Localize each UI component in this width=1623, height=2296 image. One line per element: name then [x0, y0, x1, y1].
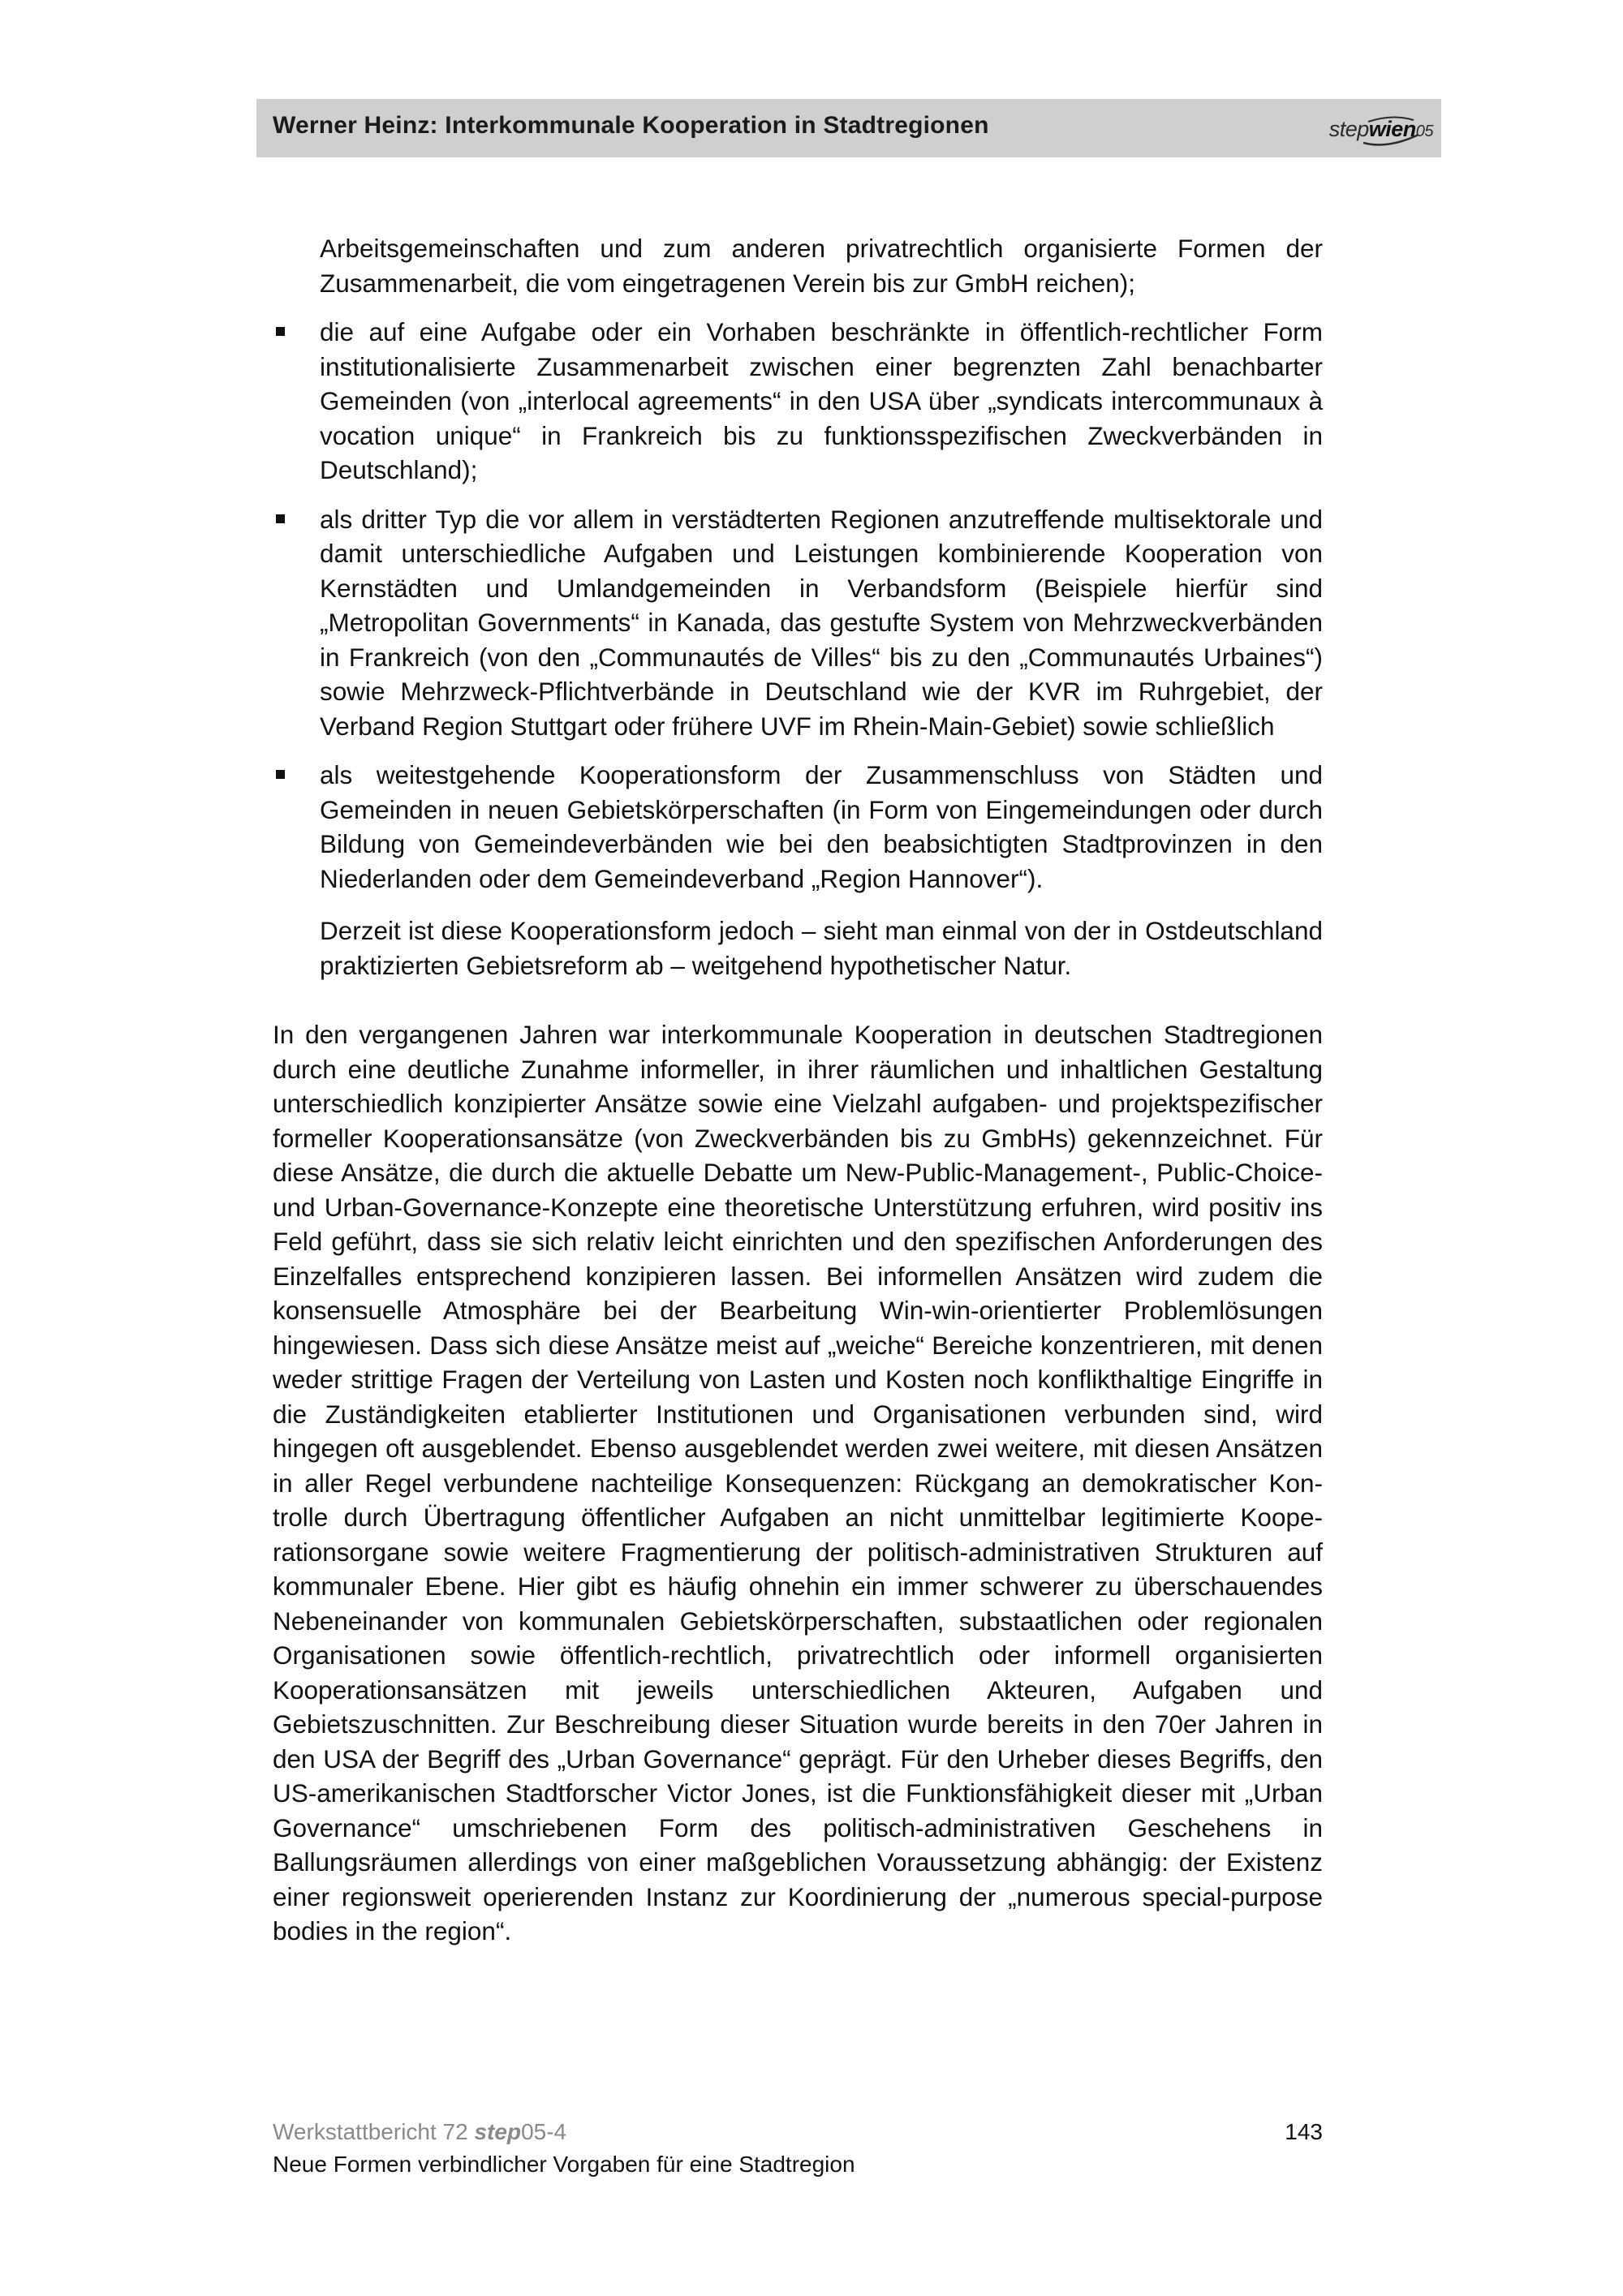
bullet-item-1: [320, 315, 1323, 488]
step-wien-logo: [1315, 110, 1436, 153]
bullet-item-3: [320, 758, 1323, 896]
bullet-square-icon: [276, 770, 285, 779]
intro-continuation-paragraph: Arbeitsgemeinschaften und zum anderen privatrechtlich organisierte Formen der Zusammenarbeit, die vom eingetragenen Verein bis zur GmbH reichen);: [320, 234, 1323, 298]
main-paragraph: In den vergangenen Jahren war interkommunale Kooperation in deutschen Stadtregionen durch eine deutliche Zunahme informeller, in ihrer räumlichen und inhaltlichen Gestaltung unterschiedlich konzipierter Ansätze sowie eine Vielzahl aufgaben- und projektspezifischer formeller Kooperationsansätze (von Zweckverbänden bis zu GmbHs) gekennzeichnet. Für diese Ansätze, die durch die aktuelle Debatte um New-Public-Management-, Public-Choice- und Urban-Governance-Konzepte eine theoretische Unterstützung erfuhren, wird positiv ins Feld geführt, dass sie sich relativ leicht einrichten und den spezifischen Anforderungen des Einzelfalles entsprechend konzipieren lassen. Bei informellen Ansätzen wird zudem die konsensuelle Atmosphäre bei der Bearbeitung Win-win-orientierter Problemlösungen hingewiesen. Dass sich diese Ansätze meist auf „weiche“ Bereiche konzentrieren, mit denen weder strittige Fragen der Verteilung von Lasten und Kosten noch konflikthaltige Eingriffe in die Zuständigkeiten etablierter Institutionen und Organisationen verbunden sind, wird hingegen oft ausgeblendet. Ebenso ausgeblendet werden zwei weitere, mit diesen Ansätzen in aller Regel verbundene nachteilige Konsequenzen: Rückgang an demokratischer Kontrolle durch Übertragung öffentlicher Aufgaben an nicht unmittelbar legitimierte Kooperationsorgane sowie weitere Fragmentierung der politisch-administrativen Strukturen auf kommunaler Ebene. Hier gibt es häufig ohnehin ein immer schwerer zu überschauendes Nebeneinander von kommunalen Gebietskörperschaften, substaatlichen oder regionalen Organisationen sowie öffentlich-rechtlich, privatrechtlich oder informell organisierten Kooperationsansätzen mit jeweils unterschiedlichen Akteuren, Aufgaben und Gebietszuschnitten. Zur Beschreibung dieser Situation wurde bereits in den 70er Jahren in den USA der Begriff des „Urban Governance“ geprägt. Für den Urheber dieses Begriffs, den US-amerikanischen Stadtforscher Victor Jones, ist die Funktionsfähigkeit dieser mit „Urban Governance“ umschriebenen Form des politisch-administrativen Geschehens in Ballungsräumen allerdings von einer maßgeblichen Voraussetzung abhängig: der Existenz einer regionsweit operierenden Instanz zur Koordinierung der „numerous special-purpose bodies in the region“.: [273, 1020, 1323, 1946]
running-header-title: Werner Heinz: Interkommunale Kooperation in Stadtregionen: [273, 112, 989, 139]
derzeit-paragraph: Derzeit ist diese Kooperationsform jedoch – sieht man einmal von der in Ostdeutschland praktizierten Gebietsreform ab – weitgehend hypothetischer Natur.: [320, 916, 1323, 980]
bullet-text: die auf eine Aufgabe oder ein Vorhaben beschränkte in öffentlich-rechtlicher Form institutionalisierte Zusammenarbeit zwischen einer begrenzten Zahl benachbarter Gemeinden (von „interlocal agreements“ in den USA über „syndicats intercommunaux à vocation unique“ in Frankreich bis zu funktionsspezifischen Zweckverbänden in Deutschland);: [320, 317, 1323, 484]
bullet-square-icon: [276, 327, 285, 336]
footer-subtitle: Neue Formen verbindlicher Vorgaben für eine Stadtregion: [273, 2152, 855, 2177]
logo-wien: wien: [1368, 117, 1416, 141]
footer-report-suffix: 05-4: [521, 2119, 567, 2144]
bullet-text: als dritter Typ die vor allem in verstädterten Regionen anzutreffende multisektorale und damit unterschiedliche Aufgaben und Leistungen kombinierende Kooperation von Kernstädten und Umlandgemeinden in Verbandsform (Beispiele hierfür sind „Metropolitan Governments“ in Kanada, das gestufte System von Mehrzweckverbänden in Frankreich (von den „Communautés de Villes“ bis zu den „Communautés Urbaines“) sowie Mehrzweck-Pflichtverbände in Deutschland wie der KVR im Ruhrgebiet, der Verband Region Stuttgart oder frühere UVF im Rhein-Main-Gebiet) sowie schließlich: [320, 504, 1323, 741]
bullet-text: als weitestgehende Kooperationsform der Zusammenschluss von Städten und Gemeinden in neuen Gebietskörperschaften (in Form von Eingemeindungen oder durch Bildung von Gemeindeverbänden wie bei den beabsichtigten Stadtprovinzen in den Niederlanden oder dem Gemeindeverband „Region Hannover“).: [320, 760, 1323, 893]
page-number: 143: [1285, 2119, 1323, 2144]
footer-report-prefix: Werkstattbericht 72: [273, 2119, 475, 2144]
logo-text: [1329, 117, 1433, 142]
footer-report-step: step: [474, 2119, 522, 2144]
bullet-item-2: [320, 502, 1323, 744]
logo-step: step: [1328, 117, 1369, 141]
running-header: [256, 99, 1441, 157]
page-footer: [273, 2116, 1323, 2181]
footer-report-line: [273, 2116, 1323, 2148]
bullet-square-icon: [276, 514, 285, 523]
page-body: [273, 231, 1323, 1949]
logo-number: 05: [1415, 123, 1433, 140]
